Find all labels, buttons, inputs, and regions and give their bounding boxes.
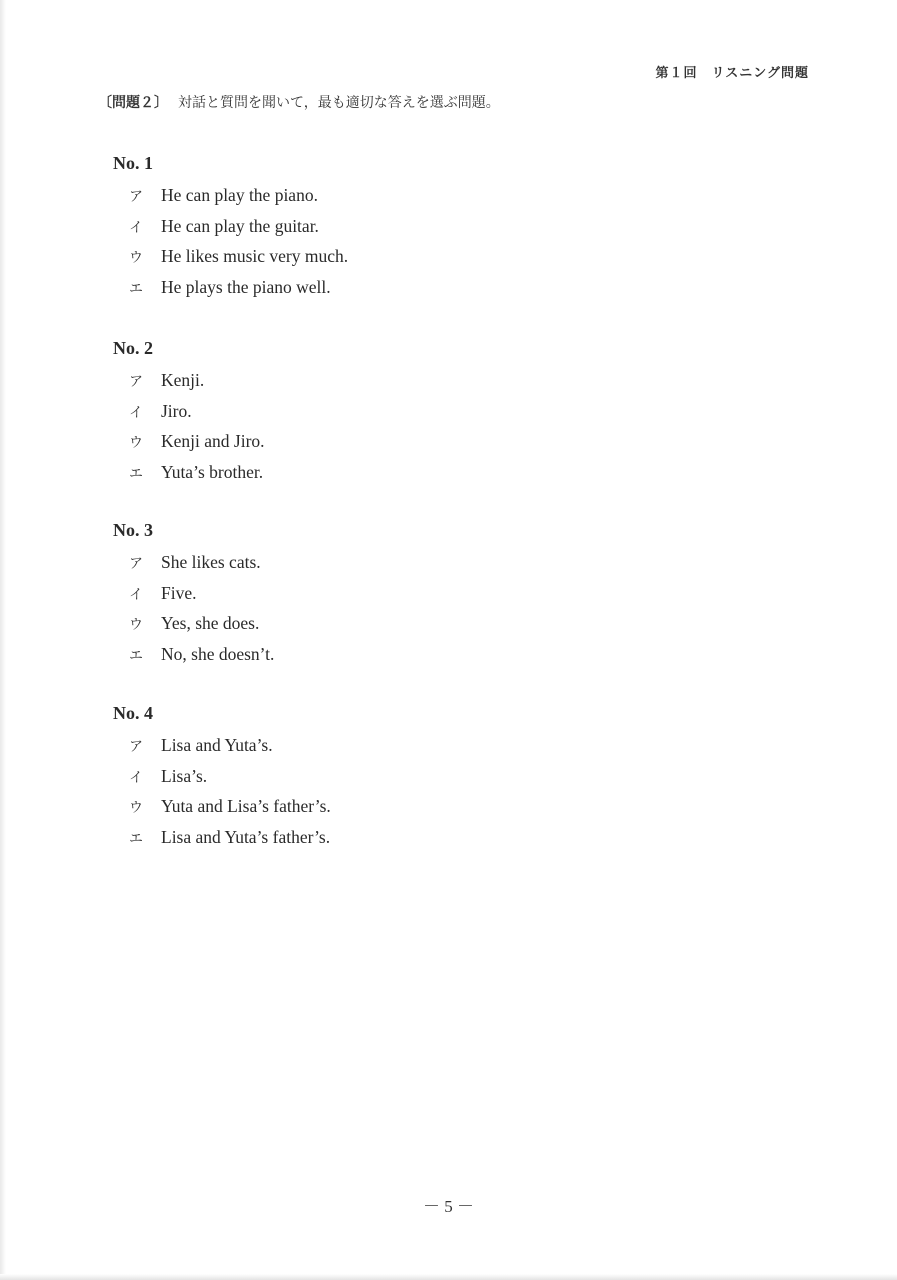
option-e <box>113 457 265 488</box>
option-text: Yuta’s brother. <box>161 461 264 482</box>
option-list <box>113 730 331 852</box>
option-text: She likes cats. <box>161 552 261 572</box>
option-mark: イ <box>129 404 143 421</box>
option-mark: ウ <box>129 800 143 816</box>
option-text: He plays the piano well. <box>161 276 331 297</box>
question-1 <box>113 152 348 302</box>
problem-title <box>98 92 500 112</box>
page-edge-shadow <box>0 0 6 1280</box>
option-mark: ウ <box>129 250 143 266</box>
option-a <box>113 730 331 761</box>
option-text: Yuta and Lisa’s father’s. <box>161 796 331 816</box>
option-text: Kenji. <box>161 370 205 390</box>
option-mark: ア <box>129 739 143 755</box>
option-i <box>113 578 274 609</box>
option-u <box>113 608 274 639</box>
option-text: Yes, she does. <box>161 613 260 633</box>
option-mark: エ <box>129 465 143 482</box>
option-i <box>113 761 331 792</box>
option-a <box>113 180 348 211</box>
option-mark: イ <box>129 219 143 236</box>
question-heading: No. 3 <box>113 520 153 540</box>
option-i <box>113 396 265 427</box>
option-text: Jiro. <box>161 400 192 421</box>
option-text: He can play the piano. <box>161 185 318 205</box>
question-heading: No. 2 <box>113 338 153 358</box>
option-mark: エ <box>129 830 143 847</box>
option-mark: ア <box>129 556 143 572</box>
page-number: － 5 － <box>423 1197 474 1216</box>
question-4 <box>113 702 331 852</box>
option-i <box>113 211 348 242</box>
option-u <box>113 241 348 272</box>
option-mark: エ <box>129 280 143 297</box>
option-list <box>113 547 274 669</box>
option-list <box>113 180 348 302</box>
option-a <box>113 365 265 396</box>
section-header: 第１回 リスニング問題 <box>655 66 809 81</box>
option-mark: ウ <box>129 617 143 633</box>
option-a <box>113 547 274 578</box>
question-heading: No. 4 <box>113 703 153 723</box>
option-list <box>113 365 265 487</box>
problem-tag: 〔問題２〕 <box>98 95 168 111</box>
option-mark: ア <box>129 374 143 390</box>
option-mark: エ <box>129 647 143 664</box>
option-text: He can play the guitar. <box>161 215 319 236</box>
option-text: Lisa’s. <box>161 765 208 786</box>
option-e <box>113 639 274 670</box>
option-text: Five. <box>161 582 197 603</box>
option-mark: ア <box>129 189 143 205</box>
problem-instruction: 対話と質問を聞いて，最も適切な答えを選ぶ問題。 <box>178 95 500 111</box>
option-mark: ウ <box>129 435 143 451</box>
option-e <box>113 822 331 853</box>
option-mark: イ <box>129 586 143 603</box>
option-text: Kenji and Jiro. <box>161 431 265 451</box>
option-text: Lisa and Yuta’s father’s. <box>161 826 331 847</box>
option-u <box>113 426 265 457</box>
question-3 <box>113 519 274 669</box>
page-bottom-shadow <box>0 1274 897 1280</box>
question-2 <box>113 337 265 487</box>
option-text: No, she doesn’t. <box>161 643 275 664</box>
question-heading: No. 1 <box>113 153 153 173</box>
option-u <box>113 791 331 822</box>
option-mark: イ <box>129 769 143 786</box>
option-text: Lisa and Yuta’s. <box>161 735 273 755</box>
option-text: He likes music very much. <box>161 246 349 266</box>
option-e <box>113 272 348 303</box>
